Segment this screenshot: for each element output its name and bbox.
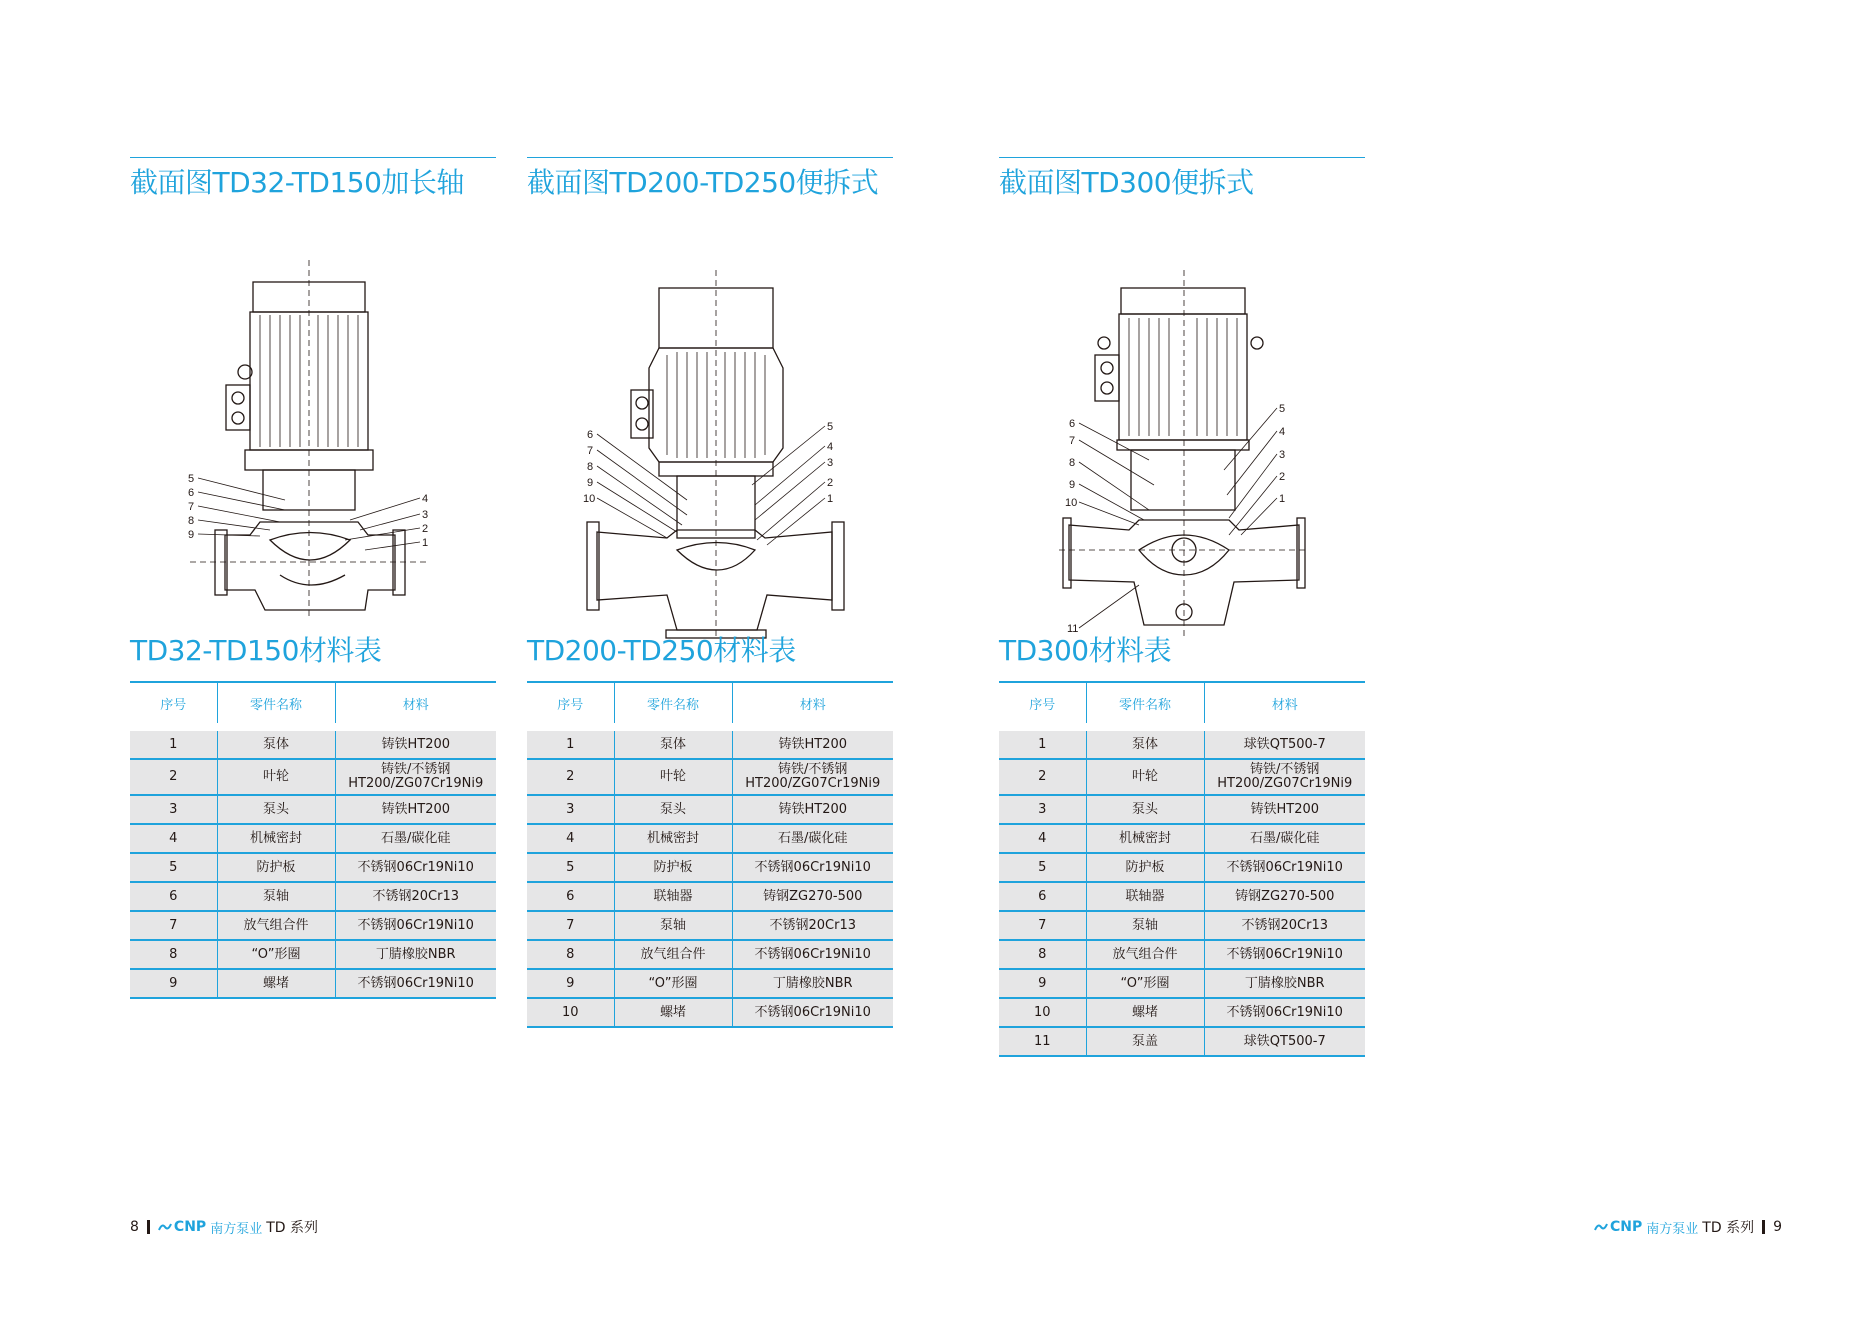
cell-no: 10 xyxy=(999,998,1086,1027)
cell-no: 1 xyxy=(130,727,217,759)
cell-part: 螺堵 xyxy=(217,969,335,998)
cell-part: 泵体 xyxy=(1086,727,1204,759)
callout-label: 6 xyxy=(1069,418,1076,430)
cell-part: 叶轮 xyxy=(1086,759,1204,795)
table-row xyxy=(527,727,893,759)
cell-no: 9 xyxy=(527,969,614,998)
cell-part: 泵体 xyxy=(217,727,335,759)
table-row xyxy=(527,998,893,1027)
cell-part: 联轴器 xyxy=(1086,882,1204,911)
callout-label: 9 xyxy=(1069,479,1076,491)
cell-no: 8 xyxy=(527,940,614,969)
table-row xyxy=(527,853,893,882)
callout-label: 5 xyxy=(1279,403,1286,415)
cell-material: 不锈钢20Cr13 xyxy=(335,882,496,911)
cell-material: 铸钢ZG270-500 xyxy=(732,882,893,911)
cell-no: 7 xyxy=(527,911,614,940)
table-row xyxy=(527,940,893,969)
brand-name: 南方泵业 xyxy=(1646,1221,1699,1237)
footer-left xyxy=(130,1217,318,1237)
cell-material: 不锈钢06Cr19Ni10 xyxy=(335,853,496,882)
pump-drawing-td300 xyxy=(999,200,1365,635)
table-body xyxy=(130,727,496,998)
table-row xyxy=(130,759,496,795)
cell-part: 放气组合件 xyxy=(217,911,335,940)
table-row xyxy=(130,911,496,940)
pump-drawing-td200 xyxy=(527,200,893,620)
callout-label: 5 xyxy=(188,473,195,485)
table-row xyxy=(130,824,496,853)
col-header-part: 零件名称 xyxy=(217,682,335,727)
cell-part: 泵头 xyxy=(1086,795,1204,824)
table-title: TD200-TD250材料表 xyxy=(527,634,796,667)
cell-no: 1 xyxy=(999,727,1086,759)
cell-material: 不锈钢20Cr13 xyxy=(1204,911,1365,940)
cell-material: 铸铁HT200 xyxy=(1204,795,1365,824)
cell-material: 不锈钢20Cr13 xyxy=(732,911,893,940)
callout-label: 6 xyxy=(188,487,195,499)
table-row xyxy=(999,969,1365,998)
cell-part: 泵头 xyxy=(217,795,335,824)
table-row xyxy=(999,853,1365,882)
cell-material: 球铁QT500-7 xyxy=(1204,1027,1365,1056)
cell-no: 5 xyxy=(999,853,1086,882)
materials-table xyxy=(130,681,496,999)
table-row xyxy=(999,727,1365,759)
cell-material: 铸铁HT200 xyxy=(732,795,893,824)
cell-material: 铸铁HT200 xyxy=(335,795,496,824)
table-row xyxy=(130,727,496,759)
table-row xyxy=(527,795,893,824)
cell-no: 6 xyxy=(527,882,614,911)
table-row xyxy=(130,940,496,969)
cell-no: 3 xyxy=(999,795,1086,824)
cell-part: 防护板 xyxy=(217,853,335,882)
cell-material: 丁腈橡胶NBR xyxy=(335,940,496,969)
cell-material: 铸钢ZG270-500 xyxy=(1204,882,1365,911)
cross-section-drawing xyxy=(130,200,496,620)
section-title: 截面图TD32-TD150加长轴 xyxy=(130,166,464,199)
table-row xyxy=(130,853,496,882)
callout-label: 5 xyxy=(827,421,834,433)
footer-divider xyxy=(147,1220,150,1234)
cell-part: “O”形圈 xyxy=(614,969,732,998)
cell-material: 丁腈橡胶NBR xyxy=(732,969,893,998)
callout-label: 2 xyxy=(422,523,429,535)
pump-drawing-td32 xyxy=(130,200,496,620)
cell-material: 石墨/碳化硅 xyxy=(732,824,893,853)
cell-material: 不锈钢06Cr19Ni10 xyxy=(335,969,496,998)
col-header-material: 材料 xyxy=(732,682,893,727)
cell-no: 11 xyxy=(999,1027,1086,1056)
cell-no: 2 xyxy=(527,759,614,795)
table-row xyxy=(527,969,893,998)
section-td300 xyxy=(999,157,1365,1049)
cell-no: 10 xyxy=(527,998,614,1027)
cell-no: 2 xyxy=(999,759,1086,795)
cell-no: 5 xyxy=(130,853,217,882)
cell-part: 泵轴 xyxy=(614,911,732,940)
callout-label: 10 xyxy=(1065,497,1078,509)
cell-part: 叶轮 xyxy=(614,759,732,795)
table-row xyxy=(527,759,893,795)
logo-text: CNP xyxy=(1610,1219,1643,1235)
table-row xyxy=(527,882,893,911)
table-row xyxy=(527,911,893,940)
wave-icon xyxy=(1594,1221,1608,1233)
cell-material: 不锈钢06Cr19Ni10 xyxy=(1204,853,1365,882)
callout-label: 7 xyxy=(188,501,195,513)
callout-label: 11 xyxy=(1067,623,1079,635)
section-td32-td150 xyxy=(130,157,496,991)
col-header-material: 材料 xyxy=(335,682,496,727)
callout-label: 3 xyxy=(422,509,429,521)
col-header-part: 零件名称 xyxy=(614,682,732,727)
cnp-logo xyxy=(1594,1219,1642,1235)
callout-label: 3 xyxy=(827,457,834,469)
cell-material: 铸铁HT200 xyxy=(732,727,893,759)
callout-label: 4 xyxy=(422,493,429,505)
col-header-no: 序号 xyxy=(527,682,614,727)
materials-table xyxy=(527,681,893,1028)
table-row xyxy=(999,795,1365,824)
section-rule xyxy=(130,157,496,158)
cell-part: 防护板 xyxy=(1086,853,1204,882)
table-body xyxy=(999,727,1365,1056)
cell-no: 4 xyxy=(527,824,614,853)
table-row xyxy=(999,998,1365,1027)
cell-no: 9 xyxy=(130,969,217,998)
cell-no: 3 xyxy=(130,795,217,824)
table-title: TD32-TD150材料表 xyxy=(130,634,382,667)
section-title: 截面图TD300便拆式 xyxy=(999,166,1254,199)
materials-table xyxy=(999,681,1365,1057)
callout-label: 1 xyxy=(827,493,834,505)
page-number: 8 xyxy=(130,1219,139,1235)
callout-label: 4 xyxy=(827,441,834,453)
table-row xyxy=(999,759,1365,795)
table-title: TD300材料表 xyxy=(999,634,1172,667)
cell-material: 不锈钢06Cr19Ni10 xyxy=(732,853,893,882)
table-row xyxy=(999,1027,1365,1056)
cell-part: 泵盖 xyxy=(1086,1027,1204,1056)
section-td200-td250 xyxy=(527,157,893,1020)
table-row xyxy=(999,882,1365,911)
cell-material: 不锈钢06Cr19Ni10 xyxy=(1204,940,1365,969)
table-row xyxy=(999,824,1365,853)
cell-part: 放气组合件 xyxy=(614,940,732,969)
callout-label: 8 xyxy=(188,515,195,527)
cell-material: 铸铁HT200 xyxy=(335,727,496,759)
cell-no: 8 xyxy=(999,940,1086,969)
cell-no: 7 xyxy=(999,911,1086,940)
callout-label: 1 xyxy=(1279,493,1286,505)
callout-label: 9 xyxy=(188,529,195,541)
footer-divider xyxy=(1762,1220,1765,1234)
cell-material: 不锈钢06Cr19Ni10 xyxy=(335,911,496,940)
callout-label: 10 xyxy=(583,493,596,505)
col-header-material: 材料 xyxy=(1204,682,1365,727)
callout-label: 1 xyxy=(422,537,429,549)
section-rule xyxy=(527,157,893,158)
cell-part: 泵体 xyxy=(614,727,732,759)
cell-material: 铸铁/不锈钢 HT200/ZG07Cr19Ni9 xyxy=(1204,759,1365,795)
cross-section-drawing xyxy=(999,200,1365,635)
cell-part: 机械密封 xyxy=(614,824,732,853)
cell-material: 球铁QT500-7 xyxy=(1204,727,1365,759)
cell-part: 叶轮 xyxy=(217,759,335,795)
cell-material: 铸铁/不锈钢 HT200/ZG07Cr19Ni9 xyxy=(335,759,496,795)
cell-no: 5 xyxy=(527,853,614,882)
cell-part: 机械密封 xyxy=(217,824,335,853)
col-header-no: 序号 xyxy=(999,682,1086,727)
series-name: TD 系列 xyxy=(1702,1220,1755,1236)
table-row xyxy=(130,969,496,998)
callout-label: 8 xyxy=(1069,457,1076,469)
table-row xyxy=(130,882,496,911)
cell-part: “O”形圈 xyxy=(217,940,335,969)
cell-material: 不锈钢06Cr19Ni10 xyxy=(732,940,893,969)
callout-label: 6 xyxy=(587,429,594,441)
cell-part: 防护板 xyxy=(614,853,732,882)
cell-no: 9 xyxy=(999,969,1086,998)
cell-no: 6 xyxy=(130,882,217,911)
callout-label: 9 xyxy=(587,477,594,489)
cell-part: 螺堵 xyxy=(1086,998,1204,1027)
cell-material: 石墨/碳化硅 xyxy=(335,824,496,853)
cell-no: 4 xyxy=(999,824,1086,853)
callout-label: 8 xyxy=(587,461,594,473)
wave-icon xyxy=(158,1221,172,1233)
table-row xyxy=(527,824,893,853)
cell-part: “O”形圈 xyxy=(1086,969,1204,998)
series-name: TD 系列 xyxy=(266,1220,318,1236)
cell-part: 泵轴 xyxy=(217,882,335,911)
table-body xyxy=(527,727,893,1027)
table-row xyxy=(999,911,1365,940)
cell-material: 不锈钢06Cr19Ni10 xyxy=(1204,998,1365,1027)
cell-no: 1 xyxy=(527,727,614,759)
cell-part: 螺堵 xyxy=(614,998,732,1027)
section-title: 截面图TD200-TD250便拆式 xyxy=(527,166,879,199)
cell-no: 7 xyxy=(130,911,217,940)
cell-material: 丁腈橡胶NBR xyxy=(1204,969,1365,998)
callout-label: 3 xyxy=(1279,449,1286,461)
page-number: 9 xyxy=(1773,1219,1782,1235)
section-rule xyxy=(999,157,1365,158)
cell-no: 4 xyxy=(130,824,217,853)
cell-part: 机械密封 xyxy=(1086,824,1204,853)
cell-part: 泵轴 xyxy=(1086,911,1204,940)
table-row xyxy=(130,795,496,824)
cross-section-drawing xyxy=(527,200,893,620)
cell-material: 不锈钢06Cr19Ni10 xyxy=(732,998,893,1027)
callout-label: 2 xyxy=(827,477,834,489)
callout-label: 2 xyxy=(1279,471,1286,483)
cell-material: 石墨/碳化硅 xyxy=(1204,824,1365,853)
table-row xyxy=(999,940,1365,969)
callout-label: 7 xyxy=(587,445,594,457)
col-header-no: 序号 xyxy=(130,682,217,727)
cnp-logo xyxy=(158,1219,206,1235)
cell-part: 泵头 xyxy=(614,795,732,824)
cell-material: 铸铁/不锈钢 HT200/ZG07Cr19Ni9 xyxy=(732,759,893,795)
col-header-part: 零件名称 xyxy=(1086,682,1204,727)
callout-label: 7 xyxy=(1069,435,1076,447)
cell-part: 放气组合件 xyxy=(1086,940,1204,969)
cell-no: 2 xyxy=(130,759,217,795)
footer-right xyxy=(1594,1217,1782,1237)
cell-no: 8 xyxy=(130,940,217,969)
cell-part: 联轴器 xyxy=(614,882,732,911)
logo-text: CNP xyxy=(173,1219,207,1235)
brand-name: 南方泵业 xyxy=(210,1221,263,1237)
cell-no: 3 xyxy=(527,795,614,824)
cell-no: 6 xyxy=(999,882,1086,911)
callout-label: 4 xyxy=(1279,426,1286,438)
